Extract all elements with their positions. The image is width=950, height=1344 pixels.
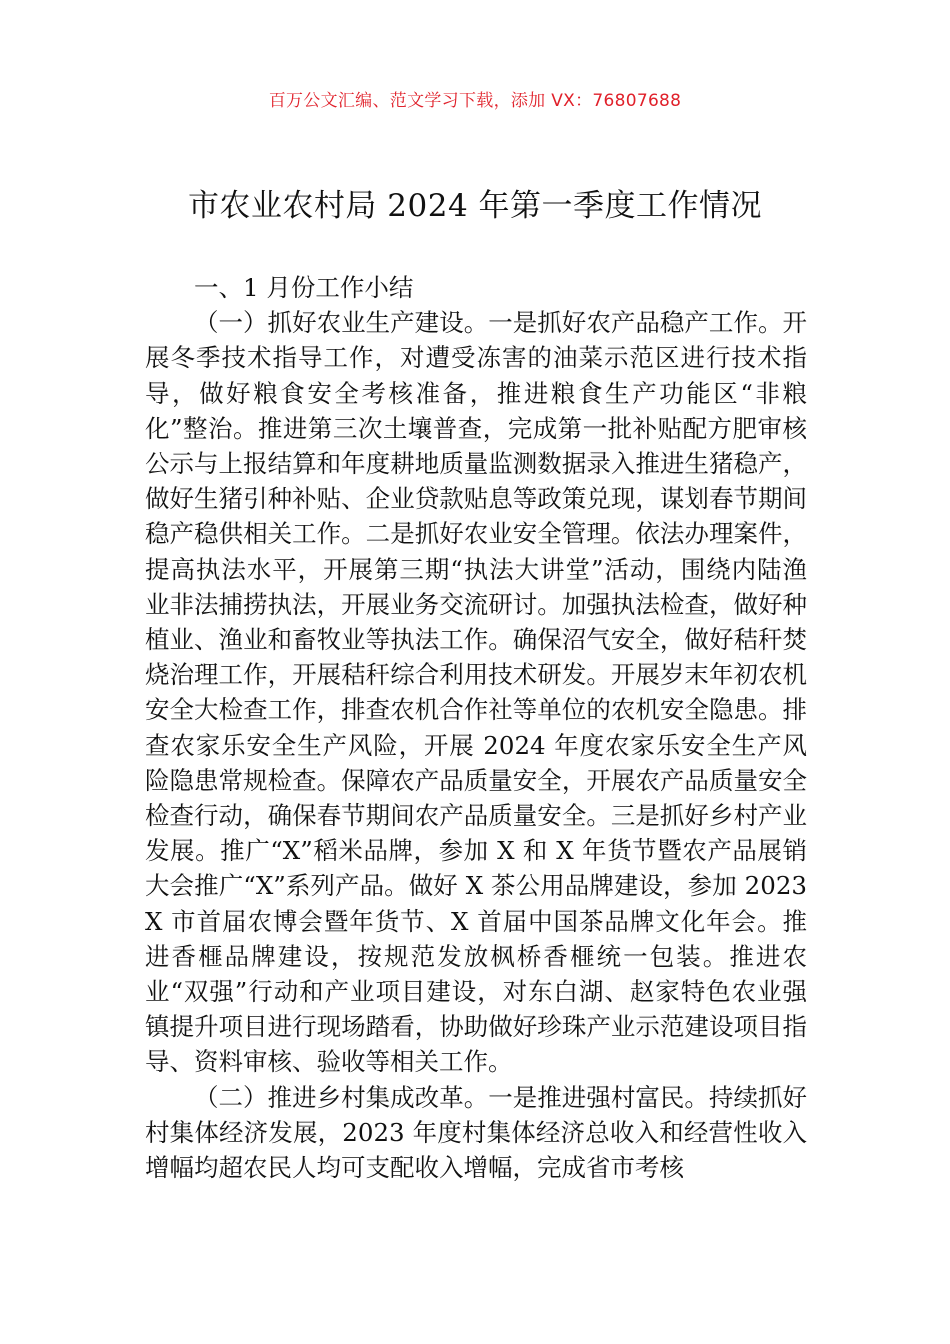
paragraph-2: （二）推进乡村集成改革。一是推进强村富民。持续抓好村集体经济发展，2023 年度村集体经济总收入和经营性收入增幅均超农民人均可支配收入增幅，完成省市考核 <box>145 1082 807 1183</box>
document-body <box>145 270 807 1185</box>
document-title: 市农业农村局 2024 年第一季度工作情况 <box>187 188 763 224</box>
section-heading-1: 一、1 月份工作小结 <box>194 273 414 302</box>
paragraph-1: （一）抓好农业生产建设。一是抓好农产品稳产工作。开展冬季技术指导工作，对遭受冻害的油菜示范区进行技术指导，做好粮食安全考核准备，推进粮食生产功能区“非粮化”整治。推进第三次土壤普查，完成第一批补贴配方肥审核公示与上报结算和年度耕地质量监测数据录入推进生猪稳产，做好生猪引种补贴、企业贷款贴息等政策兑现，谋划春节期间稳产稳供相关工作。二是抓好农业安全管理。依法办理案件，提高执法水平，开展第三期“执法大讲堂”活动，围绕内陆渔业非法捕捞执法，开展业务交流研讨。加强执法检查，做好种植业、渔业和畜牧业等执法工作。确保沼气安全，做好秸秆焚烧治理工作，开展秸秆综合利用技术研发。开展岁末年初农机安全大检查工作，排查农机合作社等单位的农机安全隐患。排查农家乐安全生产风险，开展 2024 年度农家乐安全生产风险隐患常规检查。保障农产品质量安全，开展农产品质量安全检查行动，确保春节期间农产品质量安全。三是抓好乡村产业发展。推广“X”稻米品牌，参加 X 和 X 年货节暨农产品展销大会推广“X”系列产品。做好 X 茶公用品牌建设，参加 2023 X 市首届农博会暨年货节、X 首届中国茶品牌文化年会。推进香榧品牌建设，按规范发放枫桥香榧统一包装。推进农业“双强”行动和产业项目建设，对东白湖、赵家特色农业强镇提升项目进行现场踏看，协助做好珍珠产业示范建设项目指导、资料审核、验收等相关工作。 <box>145 308 807 1077</box>
watermark-header: 百万公文汇编、范文学习下载，添加 VX：76807688 <box>268 91 682 111</box>
